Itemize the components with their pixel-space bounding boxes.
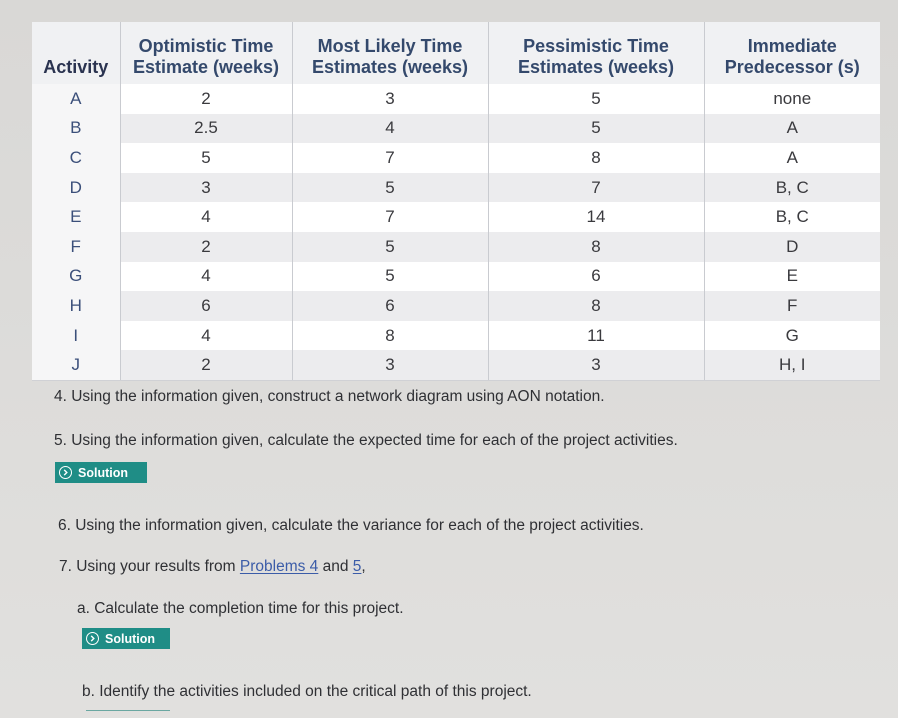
cell-activity: G — [32, 262, 120, 292]
cell-activity: J — [32, 350, 120, 380]
solution-button-q7a[interactable] — [82, 628, 170, 649]
cell-optimistic: 3 — [120, 173, 292, 203]
header-predecessor — [704, 22, 880, 84]
cell-predecessor: F — [704, 291, 880, 321]
cell-likely: 7 — [292, 143, 488, 173]
header-activity-label: Activity — [43, 57, 109, 77]
chevron-right-circle-icon — [59, 466, 72, 479]
table-row — [32, 350, 880, 380]
solution-button-label: Solution — [78, 465, 128, 480]
table-header-row — [32, 22, 880, 84]
cell-predecessor: A — [704, 114, 880, 144]
cell-likely: 4 — [292, 114, 488, 144]
cell-optimistic: 2 — [120, 232, 292, 262]
cell-likely: 7 — [292, 202, 488, 232]
cell-likely: 5 — [292, 173, 488, 203]
solution-button-q5[interactable] — [55, 462, 147, 483]
cell-predecessor: H, I — [704, 350, 880, 380]
header-optimistic-line1: Optimistic Time — [138, 36, 274, 56]
table-row — [32, 143, 880, 173]
cell-pessimistic: 8 — [488, 232, 704, 262]
cell-pessimistic: 5 — [488, 84, 704, 114]
cell-predecessor: B, C — [704, 173, 880, 203]
cell-pessimistic: 5 — [488, 114, 704, 144]
table-row — [32, 84, 880, 114]
cell-pessimistic: 8 — [488, 143, 704, 173]
cell-pessimistic: 3 — [488, 350, 704, 380]
header-most-likely — [292, 22, 488, 84]
cell-likely: 3 — [292, 350, 488, 380]
table-row — [32, 232, 880, 262]
cell-predecessor: D — [704, 232, 880, 262]
cell-predecessor: E — [704, 262, 880, 292]
question-4: 4. Using the information given, construct a network diagram using AON notation. — [54, 388, 605, 405]
header-optimistic — [120, 22, 292, 84]
header-optimistic-line2: Estimate (weeks) — [132, 57, 280, 77]
cell-activity: I — [32, 321, 120, 351]
partial-underline — [86, 710, 170, 711]
cell-pessimistic: 14 — [488, 202, 704, 232]
cell-activity: D — [32, 173, 120, 203]
question-7a: a. Calculate the completion time for this project. — [77, 600, 404, 617]
cell-activity: F — [32, 232, 120, 262]
cell-activity: E — [32, 202, 120, 232]
solution-button-label: Solution — [105, 631, 155, 646]
problem-5-link[interactable]: 5 — [352, 558, 362, 575]
cell-activity: A — [32, 84, 120, 114]
header-pessimistic — [488, 22, 704, 84]
chevron-right-circle-icon — [86, 632, 99, 645]
cell-optimistic: 4 — [120, 202, 292, 232]
cell-optimistic: 2 — [120, 84, 292, 114]
question-7b: b. Identify the activities included on the critical path of this project. — [82, 683, 532, 700]
cell-predecessor: G — [704, 321, 880, 351]
cell-activity: C — [32, 143, 120, 173]
question-5: 5. Using the information given, calculate the expected time for each of the project activities. — [54, 432, 678, 449]
header-predecessor-line2: Predecessor (s) — [724, 57, 860, 77]
cell-predecessor: B, C — [704, 202, 880, 232]
cell-activity: H — [32, 291, 120, 321]
activity-table-container — [32, 22, 880, 381]
cell-optimistic: 4 — [120, 321, 292, 351]
cell-likely: 5 — [292, 262, 488, 292]
cell-optimistic: 4 — [120, 262, 292, 292]
cell-likely: 5 — [292, 232, 488, 262]
table-row — [32, 321, 880, 351]
header-predecessor-line1: Immediate — [747, 36, 837, 56]
table-row — [32, 202, 880, 232]
header-likely-line2: Estimates (weeks) — [311, 57, 469, 77]
table-row — [32, 114, 880, 144]
table-row — [32, 262, 880, 292]
question-6: 6. Using the information given, calculate the variance for each of the project activities. — [58, 517, 644, 534]
question-7-prefix: 7. Using your results from — [59, 558, 240, 575]
cell-activity: B — [32, 114, 120, 144]
cell-likely: 3 — [292, 84, 488, 114]
cell-predecessor: none — [704, 84, 880, 114]
table-row — [32, 291, 880, 321]
question-7 — [59, 558, 366, 576]
cell-pessimistic: 6 — [488, 262, 704, 292]
cell-likely: 6 — [292, 291, 488, 321]
table-row — [32, 173, 880, 203]
cell-optimistic: 2 — [120, 350, 292, 380]
header-pessimistic-line2: Estimates (weeks) — [517, 57, 675, 77]
cell-optimistic: 2.5 — [120, 114, 292, 144]
cell-likely: 8 — [292, 321, 488, 351]
cell-optimistic: 6 — [120, 291, 292, 321]
question-7-suffix: , — [361, 558, 366, 575]
cell-pessimistic: 7 — [488, 173, 704, 203]
cell-pessimistic: 11 — [488, 321, 704, 351]
problems-4-link[interactable]: Problems 4 — [239, 558, 319, 575]
cell-predecessor: A — [704, 143, 880, 173]
cell-optimistic: 5 — [120, 143, 292, 173]
header-pessimistic-line1: Pessimistic Time — [523, 36, 669, 56]
question-7-mid: and — [318, 558, 353, 575]
activity-table — [32, 22, 880, 381]
header-activity — [32, 22, 120, 84]
header-likely-line1: Most Likely Time — [317, 36, 463, 56]
cell-pessimistic: 8 — [488, 291, 704, 321]
